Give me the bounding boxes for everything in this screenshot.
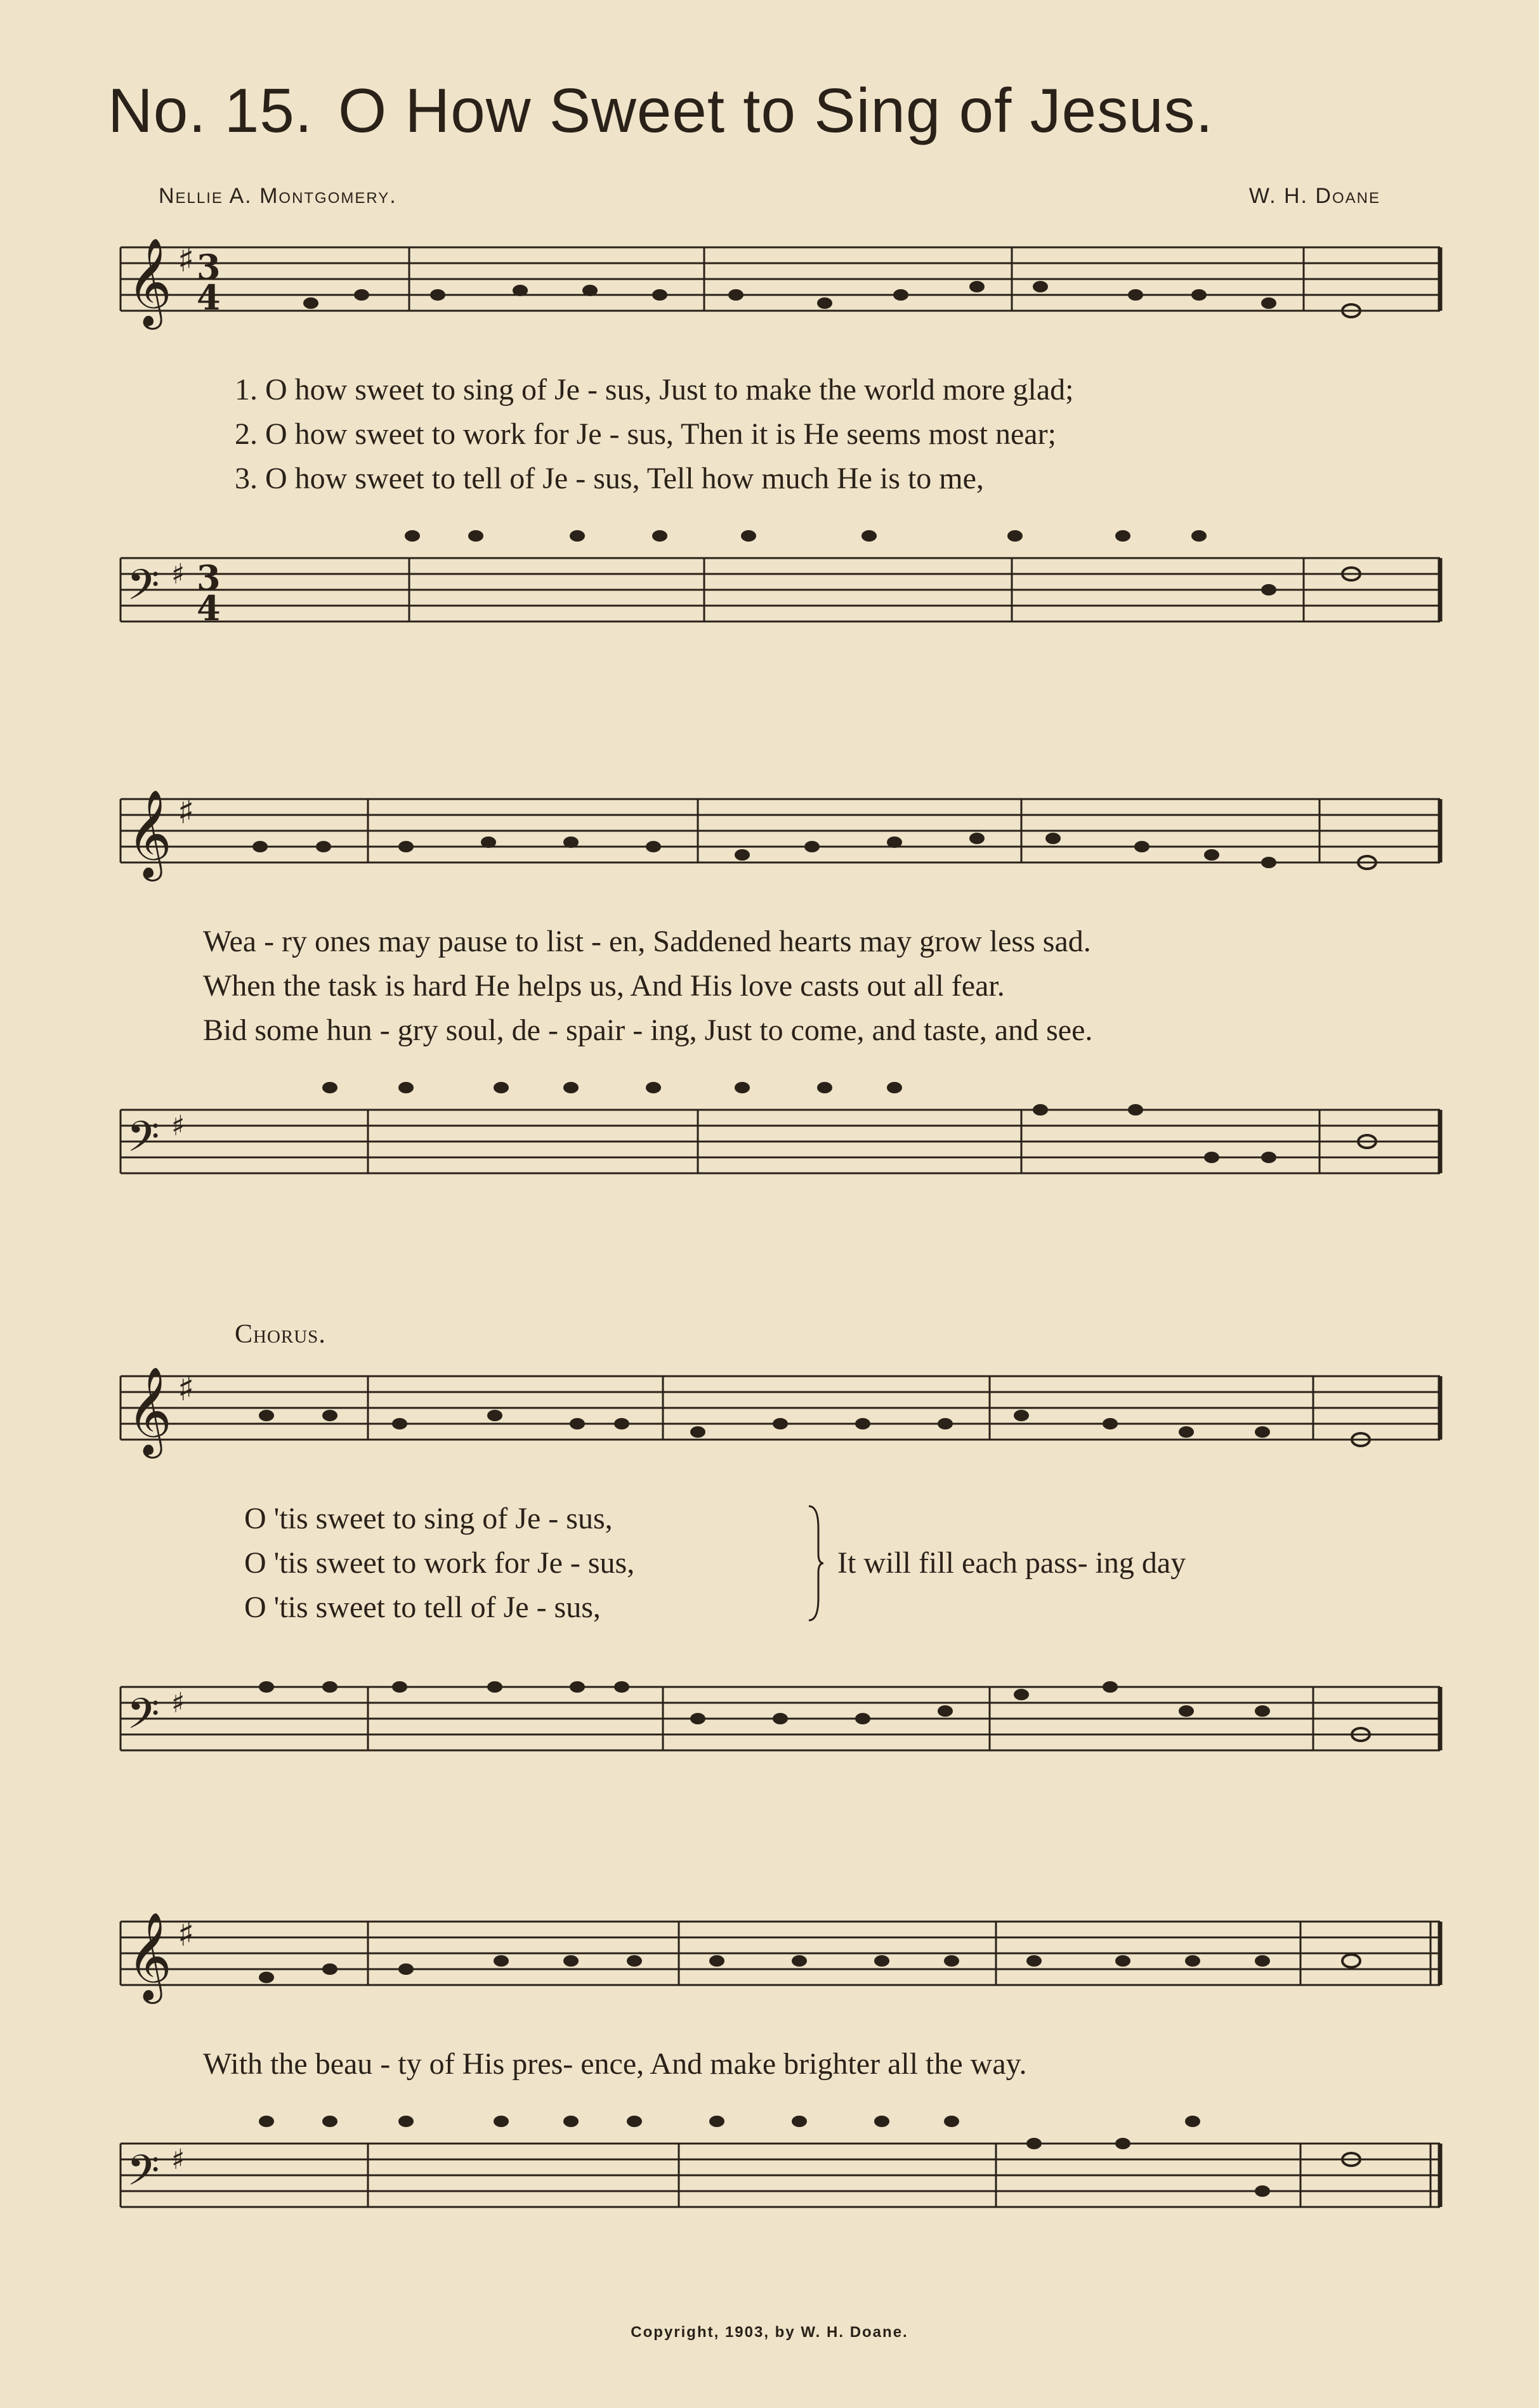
svg-text:𝄞: 𝄞 — [127, 790, 172, 878]
svg-text:𝄞: 𝄞 — [127, 1912, 172, 2000]
bass-staff-lines — [108, 1636, 1446, 1782]
svg-text:4: 4 — [197, 277, 221, 318]
treble-staff-lines — [108, 1903, 1446, 2029]
treble-staff-lines — [108, 780, 1446, 907]
chorus-lines — [244, 1497, 634, 1630]
composer: W. H. Doane — [1248, 184, 1380, 208]
system-4 — [108, 1903, 1446, 2258]
svg-text:4: 4 — [197, 588, 221, 628]
lyric-line: O 'tis sweet to work for Je - sus, — [244, 1546, 635, 1580]
chorus-continuation: It will fill each pass- ing day — [837, 1546, 1186, 1580]
svg-text:3: 3 — [197, 557, 221, 598]
treble-staff — [108, 1903, 1446, 2029]
bass-staff-lines — [108, 1059, 1446, 1224]
final-lyrics — [108, 2042, 1446, 2086]
chorus-lyrics — [108, 1497, 1446, 1630]
bass-staff-lines — [108, 2093, 1446, 2258]
copyright: Copyright, 1903, by W. H. Doane. — [631, 2324, 908, 2341]
lyric-line: With the beau - ty of His pres- ence, And make brighter all the way. — [203, 2047, 1027, 2081]
svg-text:♯: ♯ — [171, 1687, 185, 1719]
lyric-line: When the task is hard He helps us, And His love casts out all fear. — [203, 969, 1005, 1003]
bass-staff-lines — [108, 507, 1446, 653]
lyricist: Nellie A. Montgomery. — [159, 184, 397, 208]
lyric-line: 3. O how sweet to tell of Je - sus, Tell how much He is to me, — [235, 462, 984, 495]
lyric-line: O 'tis sweet to tell of Je - sus, — [244, 1591, 601, 1624]
hymn-title-text: O How Sweet to Sing of Jesus. — [337, 75, 1214, 145]
hymn-title — [108, 75, 1214, 146]
svg-text:𝄢: 𝄢 — [127, 1112, 160, 1171]
lyric-line: 1. O how sweet to sing of Je - sus, Just to make the world more glad; — [235, 373, 1074, 407]
chorus-label: Chorus. — [235, 1320, 326, 1349]
bass-staff — [108, 1636, 1446, 1782]
treble-staff — [108, 780, 1446, 907]
system-3-chorus — [108, 1357, 1446, 1782]
treble-staff — [108, 1357, 1446, 1484]
verses-system-1 — [108, 368, 1446, 501]
verses-system-2 — [108, 920, 1446, 1053]
svg-text:𝄞: 𝄞 — [127, 1367, 172, 1455]
treble-staff-lines — [108, 1357, 1446, 1484]
svg-text:♯: ♯ — [171, 2144, 185, 2176]
lyric-line: Wea - ry ones may pause to list - en, Saddened hearts may grow less sad. — [203, 925, 1091, 958]
lyric-line: Bid some hun - gry soul, de - spair - ing, Just to come, and taste, and see. — [203, 1013, 1093, 1047]
svg-text:♯: ♯ — [178, 1369, 195, 1409]
system-2 — [108, 780, 1446, 1224]
lyric-line: O 'tis sweet to sing of Je - sus, — [244, 1502, 613, 1535]
bass-staff — [108, 2093, 1446, 2258]
svg-text:𝄢: 𝄢 — [127, 1689, 160, 1748]
svg-text:♯: ♯ — [171, 1110, 185, 1142]
lyric-line: 2. O how sweet to work for Je - sus, Then it is He seems most near; — [235, 417, 1056, 451]
svg-text:𝄢: 𝄢 — [127, 2146, 160, 2205]
svg-text:♯: ♯ — [171, 558, 185, 590]
svg-text:𝄞: 𝄞 — [127, 238, 172, 326]
svg-text:𝄢: 𝄢 — [127, 561, 160, 620]
system-1 — [108, 228, 1446, 653]
svg-text:♯: ♯ — [178, 1914, 195, 1954]
hymn-number: No. 15. — [108, 75, 313, 145]
treble-staff-lines — [108, 228, 1446, 355]
bass-staff — [108, 1059, 1446, 1224]
svg-text:♯: ♯ — [178, 791, 195, 831]
brace-icon — [806, 1503, 825, 1624]
svg-text:♯: ♯ — [178, 240, 195, 280]
treble-staff — [108, 228, 1446, 355]
svg-text:3: 3 — [197, 247, 221, 287]
bass-staff — [108, 507, 1446, 653]
